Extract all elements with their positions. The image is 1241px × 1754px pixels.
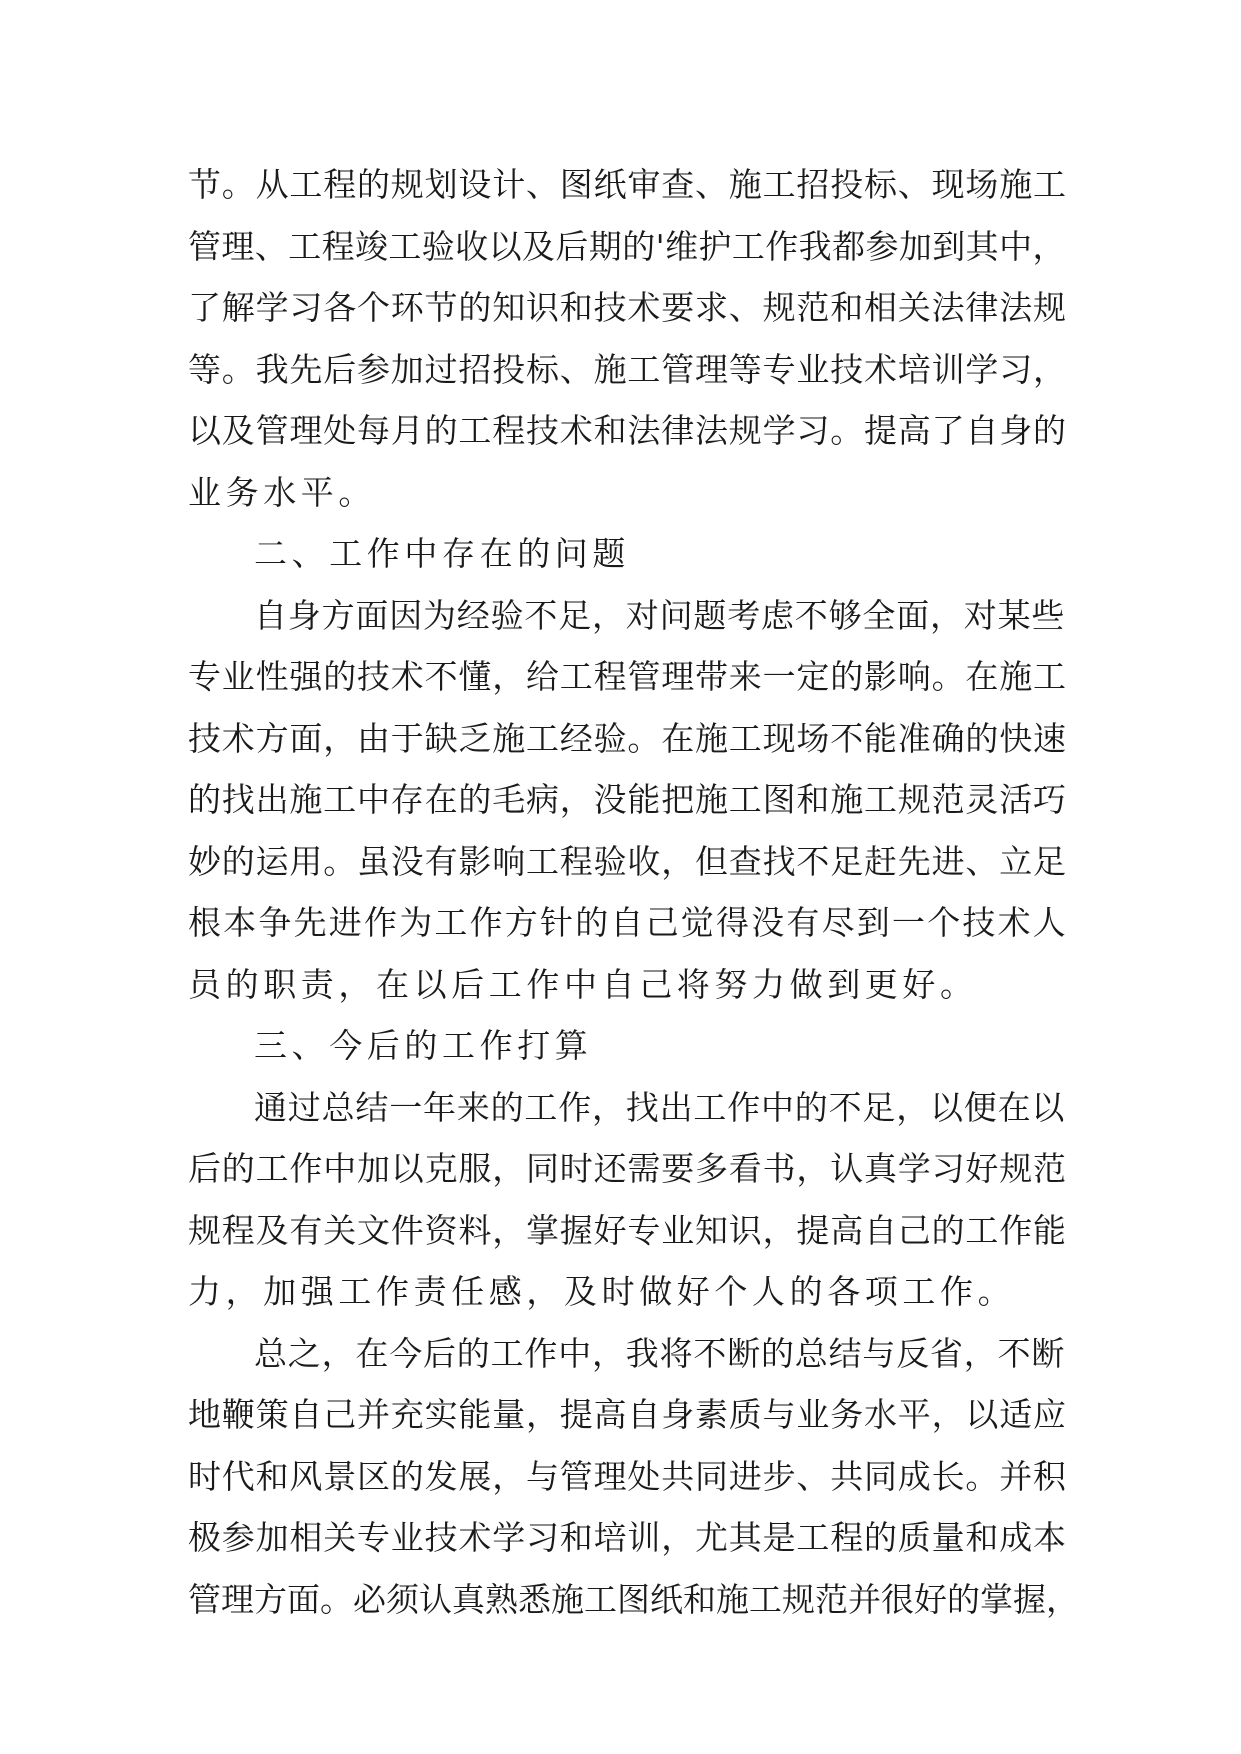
paragraph-start-line: 自身方面因为经验不足，对问题考虑不够全面，对某些: [254, 595, 1066, 635]
text-line: 力，加强工作责任感，及时做好个人的各项工作。: [188, 1272, 1016, 1311]
text-line: 等。我先后参加过招投标、施工管理等专业技术培训学习，: [188, 349, 1067, 389]
text-line: 妙的运用。虽没有影响工程验收，但查找不足赶先进、立足: [188, 841, 1067, 881]
text-line: 业务水平。: [188, 472, 376, 512]
text-line: 地鞭策自己并充实能量，提高自身素质与业务水平，以适应: [188, 1395, 1067, 1434]
text-line: 管理、工程竣工验收以及后期的'维护工作我都参加到其中，: [188, 226, 1066, 266]
text-line: 专业性强的技术不懂，给工程管理带来一定的影响。在施工: [188, 657, 1067, 696]
paragraph-start-line: 三、今后的工作打算: [254, 1026, 593, 1065]
text-line: 管理方面。必须认真熟悉施工图纸和施工规范并很好的掌握，: [188, 1579, 1079, 1619]
text-line: 规程及有关文件资料，掌握好专业知识，提高自己的工作能: [188, 1210, 1067, 1250]
text-line: 时代和风景区的发展，与管理处共同进步、共同成长。并积: [188, 1456, 1067, 1496]
paragraph-start-line: 总之，在今后的工作中，我将不断的总结与反省，不断: [254, 1333, 1066, 1373]
paragraph-start-line: 二、工作中存在的问题: [254, 534, 630, 573]
text-line: 根本争先进作为工作方针的自己觉得没有尽到一个技术人: [188, 903, 1068, 942]
text-line: 极参加相关专业技术学习和培训，尤其是工程的质量和成本: [188, 1518, 1067, 1557]
text-line: 技术方面，由于缺乏施工经验。在施工现场不能准确的快速: [188, 718, 1067, 758]
text-line: 了解学习各个环节的知识和技术要求、规范和相关法律法规: [188, 288, 1067, 327]
text-line: 员的职责，在以后工作中自己将努力做到更好。: [188, 964, 978, 1004]
text-line: 后的工作中加以克服，同时还需要多看书，认真学习好规范: [188, 1149, 1067, 1188]
paragraph-start-line: 通过总结一年来的工作，找出工作中的不足，以便在以: [254, 1087, 1066, 1127]
text-line: 的找出施工中存在的毛病，没能把施工图和施工规范灵活巧: [188, 780, 1067, 819]
text-line: 节。从工程的规划设计、图纸审查、施工招投标、现场施工: [188, 165, 1067, 204]
body-text: [188, 154, 1079, 1630]
text-line: 以及管理处每月的工程技术和法律法规学习。提高了自身的: [188, 411, 1067, 450]
